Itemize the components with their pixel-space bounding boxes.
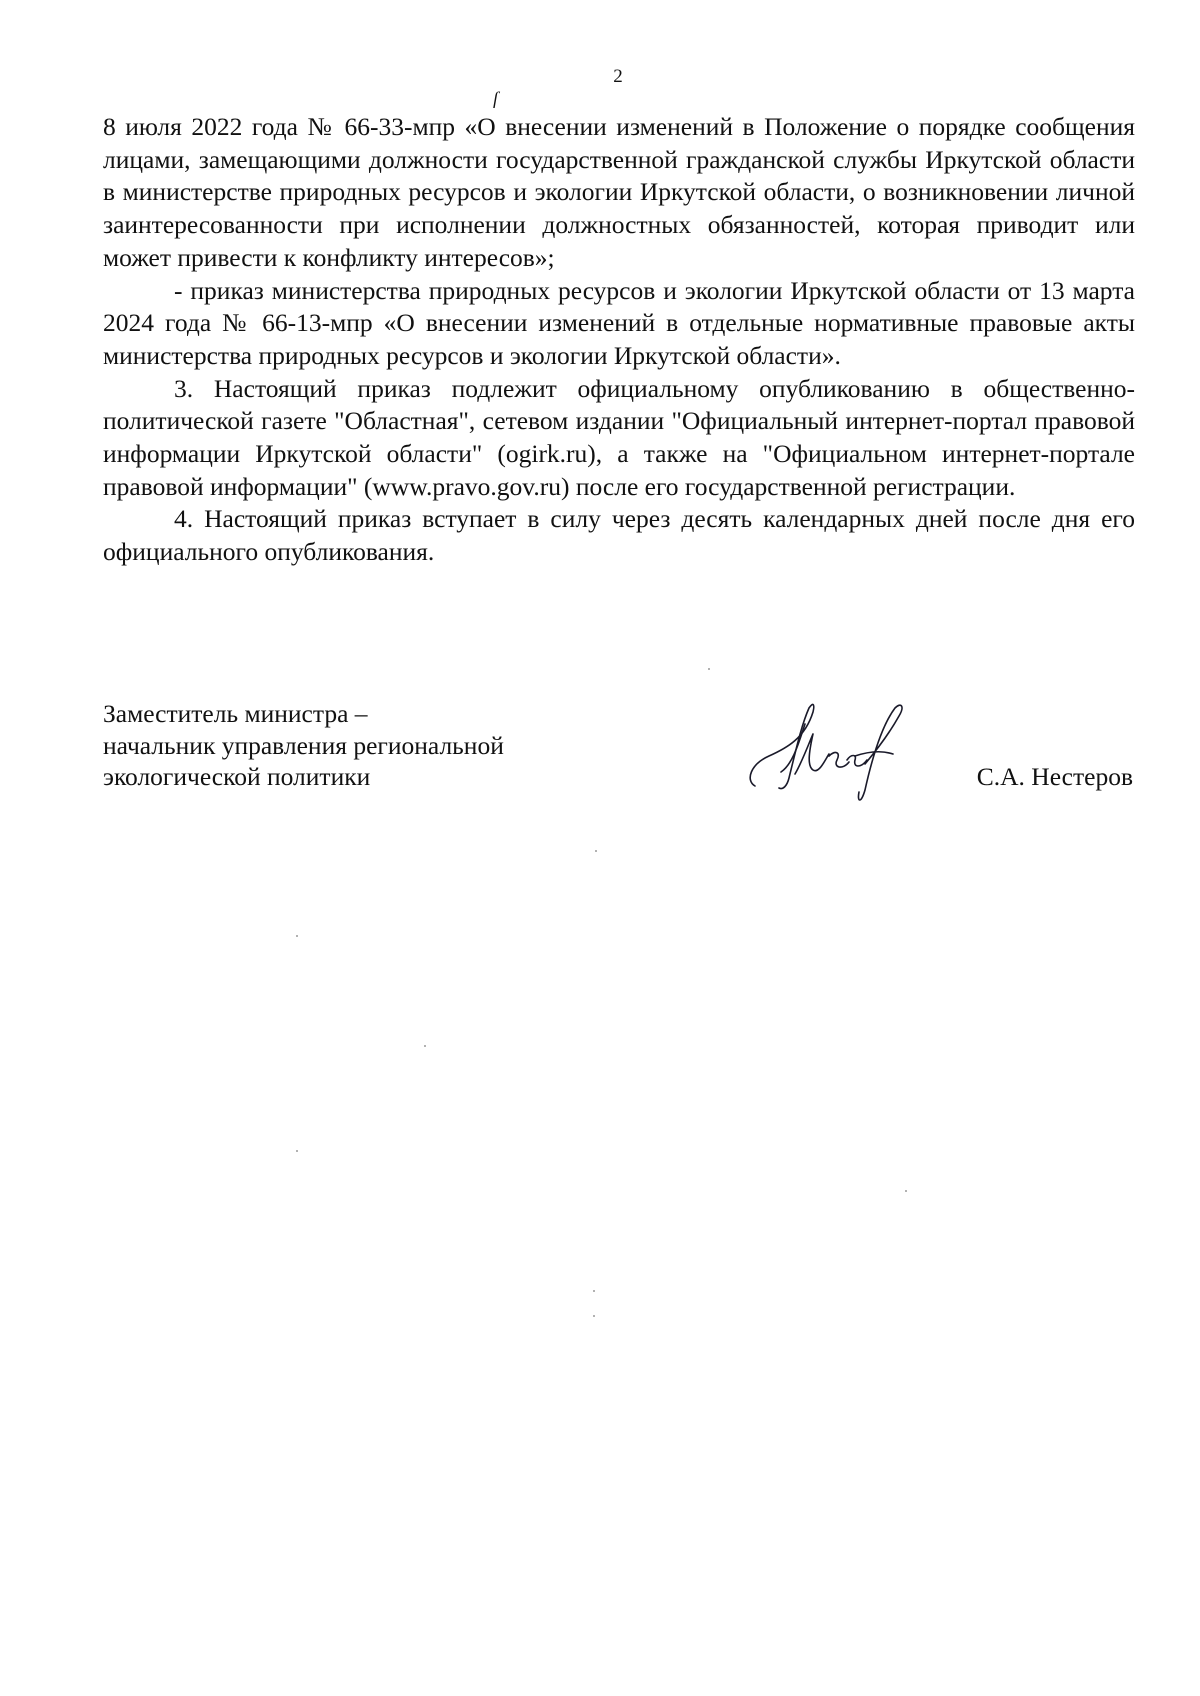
paragraph-order-reference: - приказ министерства природных ресурсов и экологии Иркутской области от 13 марта 2024 года № 66-13-мпр «О внесении изменений в отдельные нормативные правовые акты министерства природных ресурсов и экологии Иркутской области». — [103, 275, 1135, 370]
handwritten-signature — [743, 694, 923, 806]
signature-block — [103, 698, 1135, 808]
scan-speck — [593, 1315, 595, 1317]
scan-speck — [296, 1150, 298, 1152]
signer-position-line: экологической политики — [103, 762, 371, 791]
signer-name: С.А. Нестеров — [976, 762, 1133, 791]
signer-position — [103, 698, 504, 793]
document-body — [103, 111, 1135, 569]
paragraph-continuation: 8 июля 2022 года № 66-33-мпр «О внесении изменений в Положение о порядке сообщения лицами, замещающими должности государственной гражданской службы Иркутской области в министерстве природных ресурсов и экологии Иркутской области, о возникновении личной заинтересованности при исполнении должностных обязанностей, которая приводит или может привести к конфликту интересов»; — [103, 112, 1135, 272]
scan-speck — [296, 935, 298, 937]
scan-tick-mark: ſ — [493, 88, 499, 108]
scan-speck — [595, 850, 597, 852]
scan-speck — [424, 1045, 426, 1047]
scan-speck — [708, 668, 710, 670]
paragraph-publication: 3. Настоящий приказ подлежит официальному опубликованию в общественно-политической газете "Областная", сетевом издании "Официальный интернет-портал правовой информации Иркутской области" (ogirk.ru), а также на "Официальном интернет-портале правовой информации" (www.pravo.gov.ru) после его государственной регистрации. — [103, 373, 1135, 501]
scan-speck — [593, 1290, 595, 1292]
paragraph-effective-date: 4. Настоящий приказ вступает в силу через десять календарных дней после дня его официального опубликования. — [103, 504, 1135, 567]
signer-position-line: начальник управления региональной — [103, 730, 504, 760]
scan-speck — [905, 1190, 907, 1192]
signer-position-line: Заместитель министра – — [103, 699, 368, 728]
page-number: 2 — [613, 66, 623, 87]
